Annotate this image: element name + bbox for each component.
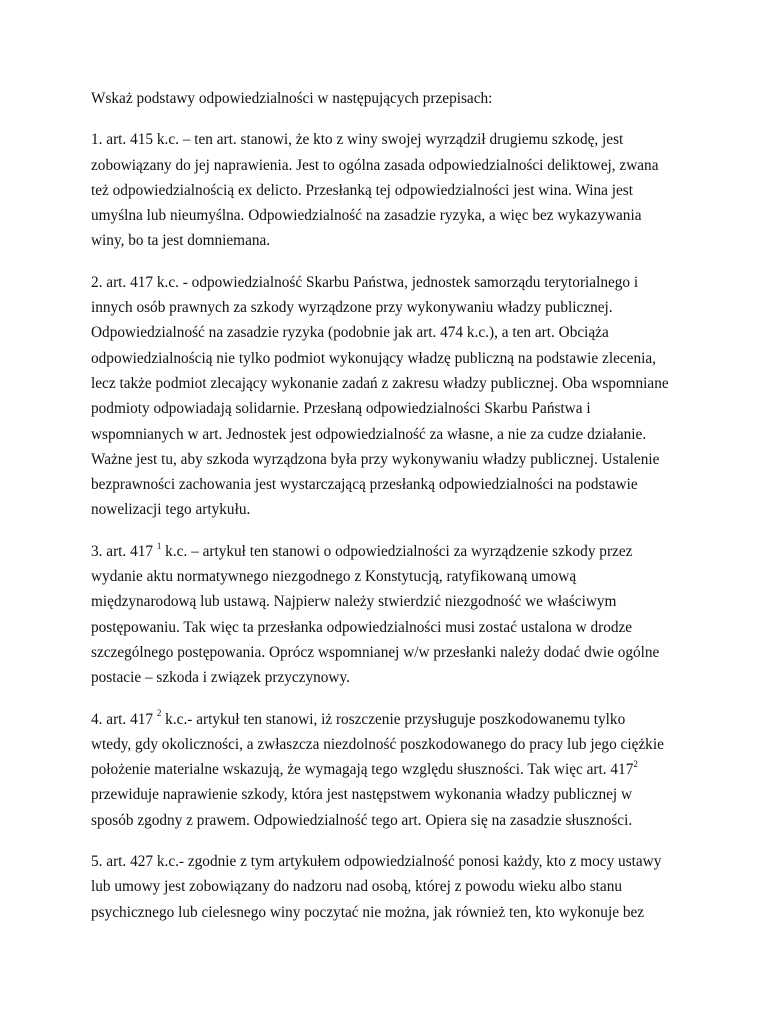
paragraph-line: odpowiedzialnością nie tylko podmiot wykonujący władzę publiczną na podstawie zlecenia, xyxy=(91,349,656,367)
paragraph-line: podmioty odpowiadają solidarnie. Przesłaną odpowiedzialności Skarbu Państwa i xyxy=(91,400,591,418)
paragraph-line: wydanie aktu normatywnego niezgodnego z Konstytucją, ratyfikowaną umową xyxy=(91,568,577,586)
paragraph-line: winy, bo ta jest domniemana. xyxy=(91,232,271,250)
paragraph-art-417-1 xyxy=(91,539,691,691)
paragraph-line: lub umowy jest zobowiązany do nadzoru nad osobą, której z powodu wieku albo stanu xyxy=(91,878,623,896)
paragraph-line: bezprawności zachowania jest wystarczającą przesłanką odpowiedzialności na podstawie xyxy=(91,476,638,494)
line-text: k.c.- artykuł ten stanowi, iż roszczenie przysługuje poszkodowanemu tylko xyxy=(161,710,626,728)
superscript: 2 xyxy=(633,759,638,770)
paragraph-art-415 xyxy=(91,127,691,253)
paragraph-line: 5. art. 427 k.c.- zgodnie z tym artykułem odpowiedzialność ponosi każdy, kto z mocy ustawy xyxy=(91,853,662,871)
superscript: 1 xyxy=(156,540,162,551)
paragraph-line: lecz także podmiot zlecający wykonanie zadań z zakresu władzy publicznej. Oba wspomniane xyxy=(91,374,669,392)
line-text: 4. art. 417 xyxy=(91,710,157,728)
paragraph-line: zobowiązany do jej naprawienia. Jest to ogólna zasada odpowiedzialności deliktowej, zwana xyxy=(91,156,659,174)
paragraph-line: umyślna lub nieumyślna. Odpowiedzialność na zasadzie ryzyka, a więc bez wykazywania xyxy=(91,207,642,225)
paragraph-line: 1. art. 415 k.c. – ten art. stanowi, że kto z winy swojej wyrządził drugiemu szkodę, jest xyxy=(91,131,624,149)
superscript: 2 xyxy=(156,708,162,719)
paragraph-line: 2. art. 417 k.c. - odpowiedzialność Skarbu Państwa, jednostek samorządu terytorialnego i xyxy=(91,273,639,291)
paragraph-line: psychicznego lub cielesnego winy poczytać nie można, jak również ten, kto wykonuje bez xyxy=(91,903,645,921)
paragraph-line: innych osób prawnych za szkody wyrządzone przy wykonywaniu władzy publicznej. xyxy=(91,299,613,317)
paragraph-line: postępowaniu. Tak więc ta przesłanka odpowiedzialności musi zostać ustalona w drodze xyxy=(91,618,633,636)
paragraph-line: szczególnego postępowania. Oprócz wspomnianej w/w przesłanki należy dodać dwie ogólne xyxy=(91,643,660,661)
paragraph-line xyxy=(91,707,691,732)
paragraph-line: przewiduje naprawienie szkody, która jest następstwem wykonania władzy publicznej w xyxy=(91,786,633,804)
paragraph-art-417-2 xyxy=(91,707,691,833)
line-text: 3. art. 417 xyxy=(91,542,157,560)
document-page xyxy=(91,86,691,925)
paragraph-line: nowelizacji tego artykułu. xyxy=(91,501,251,519)
paragraph-line: Ważne jest tu, aby szkoda wyrządzona była przy wykonywaniu władzy publicznej. Ustalenie xyxy=(91,450,660,468)
paragraph-line: też odpowiedzialnością ex delicto. Przesłanką tej odpowiedzialności jest wina. Wina jest xyxy=(91,181,633,199)
paragraph-line: postacie – szkoda i związek przyczynowy. xyxy=(91,669,350,687)
paragraph-line: Odpowiedzialność na zasadzie ryzyka (podobnie jak art. 474 k.c.), a ten art. Obciąża xyxy=(91,324,609,342)
paragraph-art-427 xyxy=(91,849,691,925)
paragraph-line: sposób zgodny z prawem. Odpowiedzialność tego art. Opiera się na zasadzie słuszności. xyxy=(91,811,633,829)
line-text: k.c. – artykuł ten stanowi o odpowiedzialności za wyrządzenie szkody przez xyxy=(161,542,633,560)
paragraph-line: wtedy, gdy okoliczności, a zwłaszcza niezdolność poszkodowanego do pracy lub jego ciężkie xyxy=(91,735,664,753)
paragraph-art-417 xyxy=(91,270,691,523)
paragraph-line xyxy=(91,539,691,564)
line-text: położenie materialne wskazują, że wymagają tego względu słuszności. Tak więc art. 417 xyxy=(91,761,634,779)
paragraph-line: międzynarodową lub ustawą. Najpierw należy stwierdzić niezgodność we właściwym xyxy=(91,593,617,611)
document-intro: Wskaż podstawy odpowiedzialności w następujących przepisach: xyxy=(91,90,493,107)
paragraph-line: wspomnianych w art. Jednostek jest odpowiedzialność za własne, a nie za cudze działanie. xyxy=(91,425,647,443)
paragraph-line xyxy=(91,757,691,782)
